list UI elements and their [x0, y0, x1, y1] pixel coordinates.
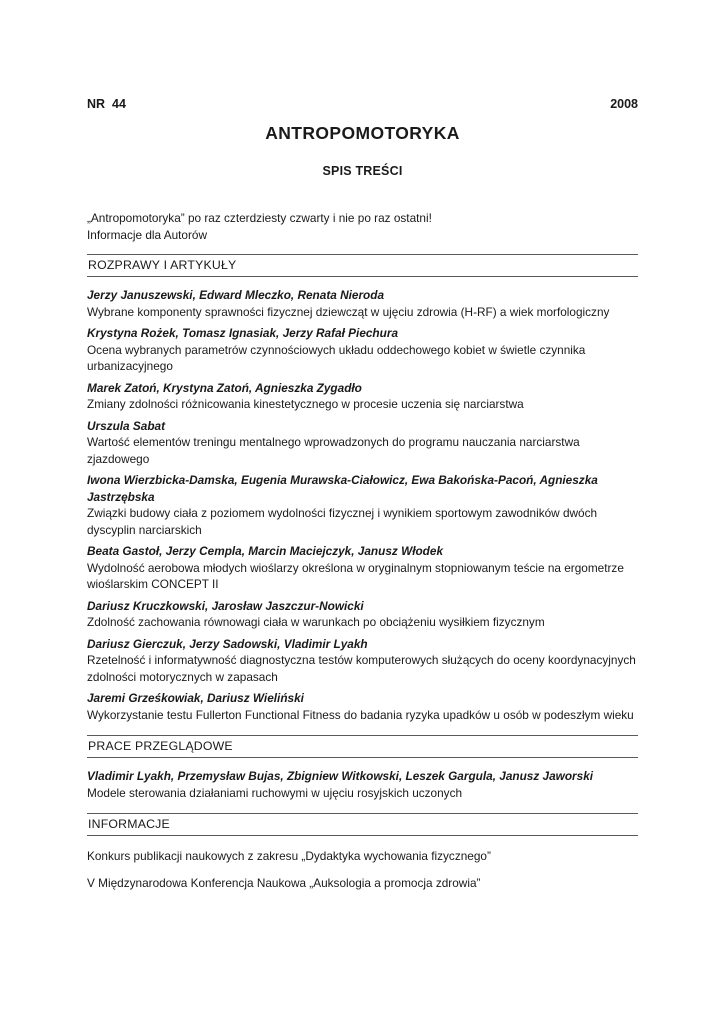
entry-authors: Dariusz Kruczkowski, Jarosław Jaszczur-Nowicki [87, 598, 364, 613]
toc-entry [87, 690, 638, 723]
toc-entry [87, 287, 638, 320]
entry-authors: Beata Gastoł, Jerzy Cempla, Marcin Maciejczyk, Janusz Włodek [87, 544, 444, 558]
toc-entry [87, 325, 638, 375]
intro-line-2: Informacje dla Autorów [87, 228, 207, 242]
entry-title: Ocena wybranych parametrów czynnościowych układu oddechowego kobiet w świetle czynnika urbanizacyjnego [87, 342, 586, 373]
entry-title: Wykorzystanie testu Fullerton Functional Fitness do badania ryzyka upadków u osób w podeszłym wieku [87, 707, 634, 722]
entry-title: Zmiany zdolności różnicowania kinestetycznego w procesie uczenia się narciarstwa [87, 397, 524, 411]
entry-title: Modele sterowania działaniami ruchowymi w ujęciu rosyjskich uczonych [87, 785, 463, 800]
toc-entry [87, 380, 638, 413]
year-label: 2008 [610, 97, 638, 111]
entry-authors: Jaremi Grześkowiak, Dariusz Wieliński [87, 691, 304, 705]
toc-entry [87, 598, 638, 631]
toc-entry [87, 636, 638, 686]
intro-block [87, 210, 638, 244]
journal-title: ANTROPOMOTORYKA [265, 123, 460, 143]
toc-title: SPIS TREŚCI [322, 164, 403, 178]
entry-title: Rzetelność i informatywność diagnostyczna testów komputerowych służących do oceny koordynacyjnych zdolności motorycznych w zapasach [87, 653, 636, 684]
toc-entry [87, 472, 638, 538]
toc-entry [87, 768, 638, 801]
entry-title: Wartość elementów treningu mentalnego wprowadzonych do programu nauczania narciarstwa zjazdowego [87, 435, 580, 466]
page-content [87, 97, 638, 892]
entry-authors: Marek Zatoń, Krystyna Zatoń, Agnieszka Zygadło [87, 380, 362, 395]
page-header [87, 97, 638, 111]
entry-authors: Vladimir Lyakh, Przemysław Bujas, Zbigniew Witkowski, Leszek Gargula, Janusz Jaworski [87, 769, 594, 783]
toc-entry [87, 543, 638, 593]
entry-authors: Urszula Sabat [87, 418, 166, 433]
issue-number: NR 44 [87, 97, 126, 111]
entry-title: Wydolność aerobowa młodych wioślarzy określona w oryginalnym stopniowanym teście na ergometrze wioślarskim CONCEPT II [87, 560, 624, 591]
entry-authors: Dariusz Gierczuk, Jerzy Sadowski, Vladimir Lyakh [87, 636, 368, 651]
info-item-konferencja: V Międzynarodowa Konferencja Naukowa „Auksologia a promocja zdrowia” [87, 876, 481, 890]
intro-line-1: „Antropomotoryka” po raz czterdziesty czwarty i nie po raz ostatni! [87, 211, 432, 225]
entry-title: Wybrane komponenty sprawności fizycznej dziewcząt w ujęciu zdrowia (H-RF) a wiek morfologiczny [87, 304, 610, 319]
section-heading-prace-przegladowe: PRACE PRZEGLĄDOWE [87, 735, 638, 758]
section-heading-rozprawy-i-artykuly: ROZPRAWY I ARTYKUŁY [87, 254, 638, 277]
section-heading-informacje: INFORMACJE [87, 813, 638, 836]
entries-rozprawy-i-artykuly [87, 287, 638, 723]
entry-title: Zdolność zachowania równowagi ciała w warunkach po obciążeniu wysiłkiem fizycznym [87, 615, 545, 629]
entry-authors: Krystyna Rożek, Tomasz Ignasiak, Jerzy Rafał Piechura [87, 326, 398, 340]
entry-authors: Iwona Wierzbicka-Damska, Eugenia Murawska-Ciałowicz, Ewa Bakońska-Pacoń, Agnieszka Jastrzębska [87, 473, 598, 504]
entry-authors: Jerzy Januszewski, Edward Mleczko, Renata Nieroda [87, 288, 385, 302]
toc-entry [87, 418, 638, 468]
entries-prace-przegladowe [87, 768, 638, 801]
info-item-konkurs: Konkurs publikacji naukowych z zakresu „Dydaktyka wychowania fizycznego” [87, 849, 491, 863]
entry-title: Związki budowy ciała z poziomem wydolności fizycznej i wynikiem sportowym zawodników dwóch dyscyplin narciarskich [87, 506, 598, 537]
